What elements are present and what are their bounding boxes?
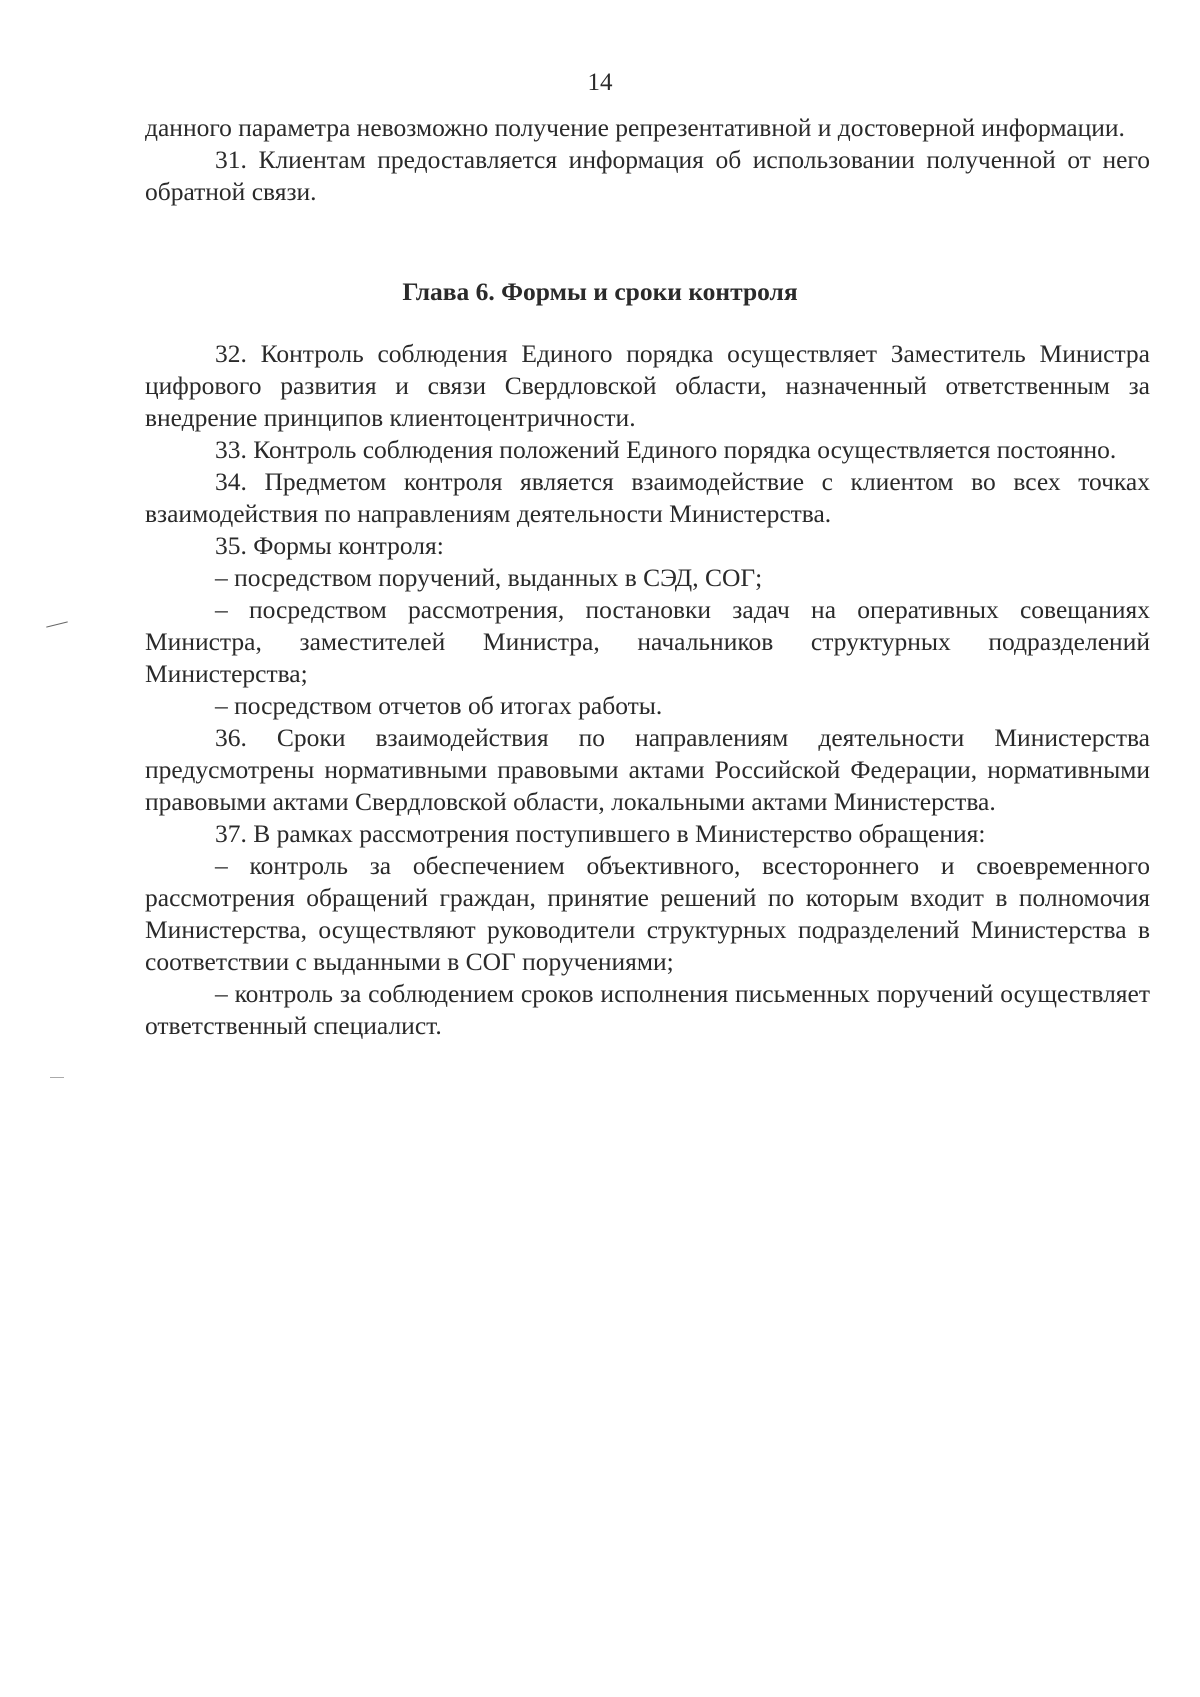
scan-artifact-mark: [50, 1077, 64, 1078]
main-text-block: [145, 338, 1150, 1042]
list-item-control-form-1: – посредством поручений, выданных в СЭД, СОГ;: [215, 563, 763, 592]
scan-artifact-mark: [46, 621, 68, 627]
list-item-appeal-control-2: – контроль за соблюдением сроков исполнения письменных поручений осуществляет ответственный специалист.: [145, 979, 1150, 1040]
paragraph-37: 37. В рамках рассмотрения поступившего в Министерство обращения:: [215, 819, 986, 848]
list-item-control-form-3: – посредством отчетов об итогах работы.: [215, 691, 663, 720]
paragraph-continuation: данного параметра невозможно получение репрезентативной и достоверной информации.: [145, 113, 1125, 142]
list-item-control-form-2: – посредством рассмотрения, постановки задач на оперативных совещаниях Министра, заместителей Министра, начальников структурных подразделений Министерства;: [145, 595, 1150, 688]
paragraph-31: 31. Клиентам предоставляется информация об использовании полученной от него обратной связи.: [145, 145, 1150, 206]
paragraph-36: 36. Сроки взаимодействия по направлениям деятельности Министерства предусмотрены нормативными правовыми актами Российской Федерации, нормативными правовыми актами Свердловской области, локальными актами Министерства.: [145, 723, 1150, 816]
paragraph-33: 33. Контроль соблюдения положений Единого порядка осуществляется постоянно.: [215, 435, 1117, 464]
list-item-appeal-control-1: – контроль за обеспечением объективного, всестороннего и своевременного рассмотрения обращений граждан, принятие решений по которым входит в полномочия Министерства, осуществляют руководители структурных подразделений Министерства в соответствии с выданными в СОГ поручениями;: [145, 851, 1150, 976]
paragraph-35: 35. Формы контроля:: [215, 531, 444, 560]
chapter-heading: Глава 6. Формы и сроки контроля: [402, 277, 798, 306]
page-number: 14: [587, 69, 613, 96]
top-text-block: [145, 112, 1150, 208]
paragraph-32: 32. Контроль соблюдения Единого порядка осуществляет Заместитель Министра цифрового развития и связи Свердловской области, назначенный ответственным за внедрение принципов клиентоцентричности.: [145, 339, 1150, 432]
paragraph-34: 34. Предметом контроля является взаимодействие с клиентом во всех точках взаимодействия по направлениям деятельности Министерства.: [145, 467, 1150, 528]
